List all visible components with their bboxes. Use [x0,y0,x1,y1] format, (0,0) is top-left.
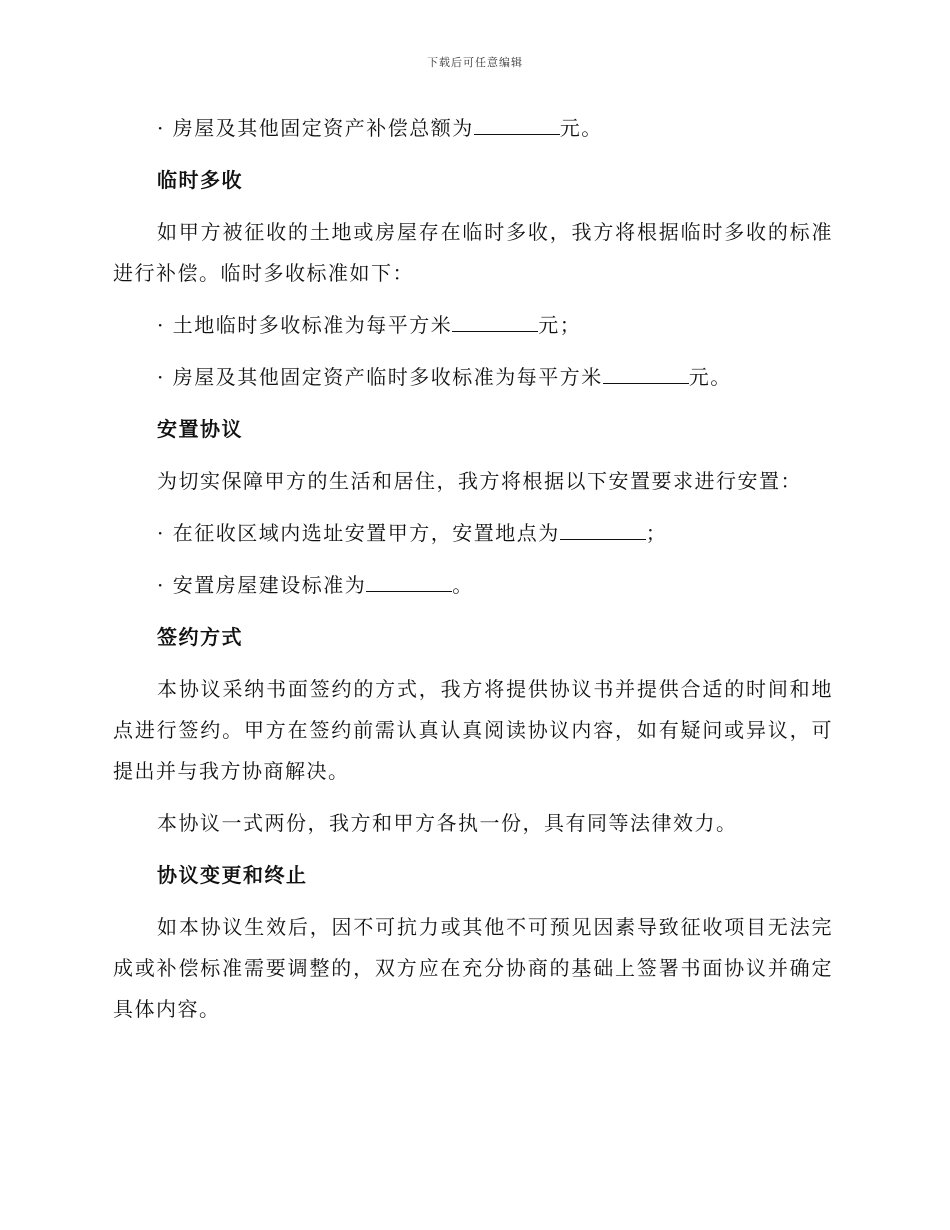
list-item [113,108,833,149]
fill-blank [366,573,452,592]
list-item [113,565,833,606]
section-heading: 签约方式 [157,625,243,649]
list-item-text-end: 元。 [688,365,732,389]
list-item [113,513,833,554]
list-item-text: · 房屋及其他固定资产临时多收标准为每平方米 [157,365,603,389]
fill-blank [452,313,538,332]
list-item-text-end: 元。 [559,116,603,140]
section-heading: 临时多收 [157,168,243,192]
paragraph: 如甲方被征收的土地或房屋存在临时多收，我方将根据临时多收的标准进行补偿。临时多收标准如下： [113,220,833,285]
paragraph: 本协议一式两份，我方和甲方各执一份，具有同等法律效力。 [157,811,738,835]
page-header: 下载后可任意编辑 [427,56,523,69]
list-item-text-end: 。 [452,573,474,597]
fill-blank [560,521,646,540]
list-item-text: · 土地临时多收标准为每平方米 [157,313,453,337]
fill-blank [603,365,689,384]
section-heading: 安置协议 [157,417,243,441]
list-item-text: · 房屋及其他固定资产补偿总额为 [157,116,474,140]
paragraph: 为切实保障甲方的生活和居住，我方将根据以下安置要求进行安置： [157,469,802,493]
document-body [113,108,833,1041]
section-heading: 协议变更和终止 [157,863,308,887]
fill-blank [474,116,560,135]
list-item-text: · 安置房屋建设标准为 [157,573,367,597]
list-item [113,357,833,398]
list-item [113,305,833,346]
list-item-text-end: 元； [538,313,582,337]
paragraph: 如本协议生效后，因不可抗力或其他不可预见因素导致征收项目无法完成或补偿标准需要调整的，双方应在充分协商的基础上签署书面协议并确定具体内容。 [113,915,833,1021]
list-item-text-end: ； [645,521,668,545]
list-item-text: · 在征收区域内选址安置甲方，安置地点为 [157,521,560,545]
paragraph: 本协议采纳书面签约的方式，我方将提供协议书并提供合适的时间和地点进行签约。甲方在签约前需认真认真阅读协议内容，如有疑问或异议，可提出并与我方协商解决。 [113,677,833,783]
